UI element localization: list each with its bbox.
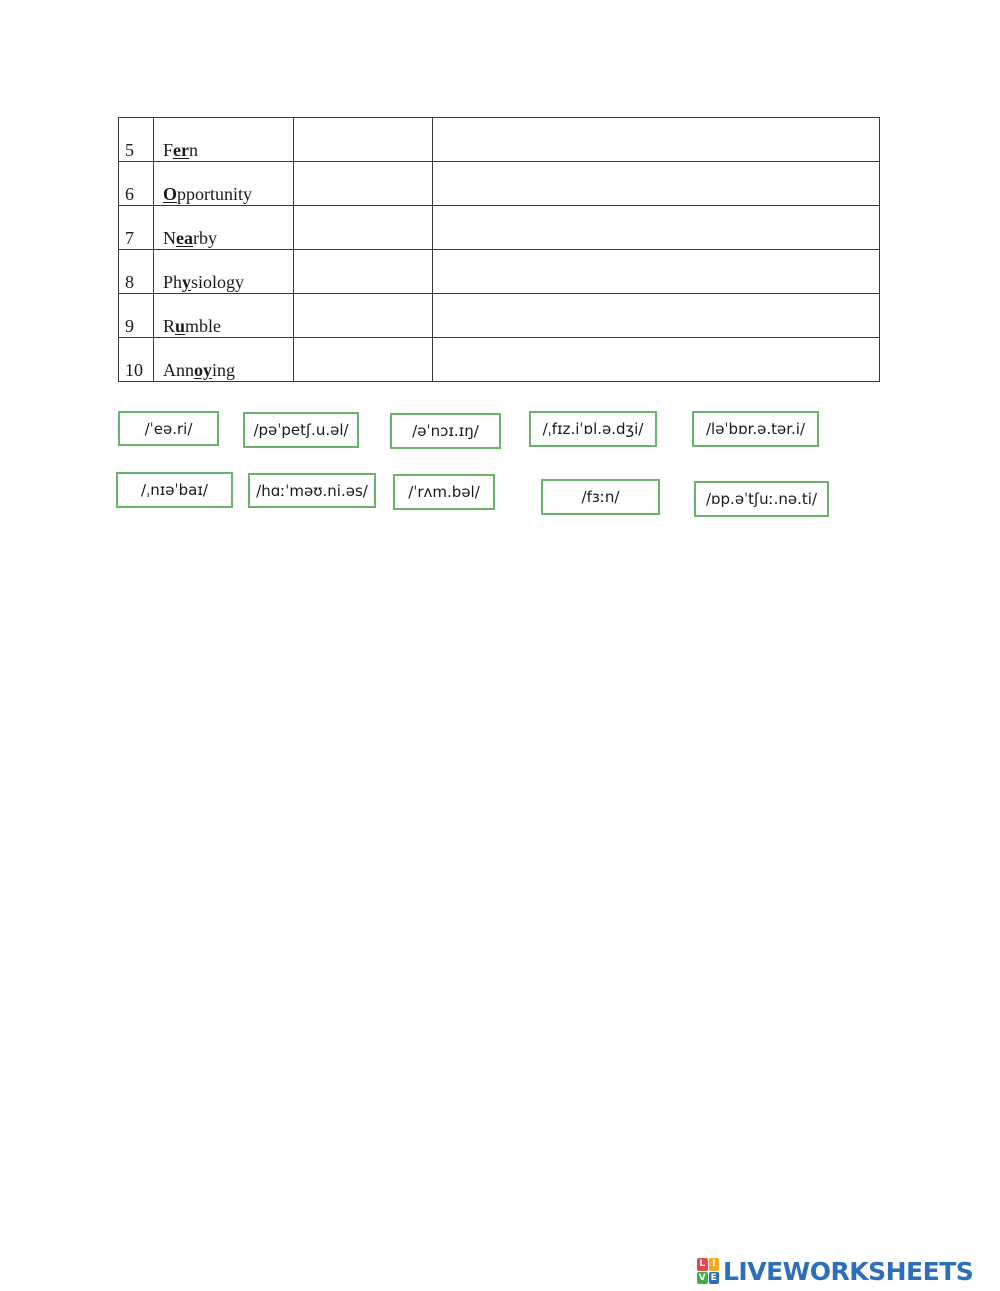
row-number: 6 bbox=[119, 162, 154, 206]
word-suffix: mble bbox=[185, 316, 222, 336]
empty-cell bbox=[433, 162, 880, 206]
word-table bbox=[118, 117, 880, 382]
word-suffix: rby bbox=[193, 228, 217, 248]
word-suffix: siology bbox=[191, 272, 245, 292]
ipa-answer-chip[interactable] bbox=[248, 473, 376, 508]
chip-label: /ɒp.əˈtʃuː.nə.ti/ bbox=[705, 490, 818, 508]
word-cell bbox=[154, 338, 294, 382]
word-suffix: pportunity bbox=[177, 184, 253, 204]
liveworksheets-logo bbox=[697, 1256, 973, 1286]
empty-cell bbox=[433, 250, 880, 294]
table-row bbox=[119, 294, 880, 338]
row-number: 10 bbox=[119, 338, 154, 382]
chip-label: /pəˈpetʃ.u.əl/ bbox=[253, 421, 349, 439]
ipa-answer-chip[interactable] bbox=[692, 411, 819, 447]
word-prefix: R bbox=[163, 316, 176, 336]
table-row bbox=[119, 206, 880, 250]
ipa-answer-chip[interactable] bbox=[694, 481, 829, 517]
answer-drop-cell[interactable] bbox=[294, 338, 433, 382]
live-badge-icon: L I V E bbox=[697, 1258, 719, 1284]
word-prefix: Ann bbox=[163, 360, 194, 380]
empty-cell bbox=[433, 118, 880, 162]
word-prefix: N bbox=[163, 228, 176, 248]
empty-cell bbox=[433, 206, 880, 250]
word-cell bbox=[154, 206, 294, 250]
row-number: 9 bbox=[119, 294, 154, 338]
answer-drop-cell[interactable] bbox=[294, 294, 433, 338]
word-cell bbox=[154, 162, 294, 206]
answer-drop-cell[interactable] bbox=[294, 162, 433, 206]
chip-label: /ˈeə.ri/ bbox=[144, 419, 193, 438]
word-cell bbox=[154, 294, 294, 338]
table-row bbox=[119, 118, 880, 162]
table-row bbox=[119, 338, 880, 382]
ipa-answer-chip[interactable] bbox=[390, 413, 501, 449]
row-number: 7 bbox=[119, 206, 154, 250]
word-prefix: Ph bbox=[163, 272, 183, 292]
answer-drop-cell[interactable] bbox=[294, 118, 433, 162]
chip-label: /əˈnɔɪ.ɪŋ/ bbox=[412, 422, 479, 440]
answer-drop-cell[interactable] bbox=[294, 206, 433, 250]
chip-label: /ˌnɪəˈbaɪ/ bbox=[141, 481, 208, 499]
highlighted-sound: O bbox=[163, 184, 178, 204]
table-row bbox=[119, 162, 880, 206]
word-cell bbox=[154, 118, 294, 162]
chip-label: /ˌfɪz.iˈɒl.ə.dʒi/ bbox=[542, 420, 644, 438]
word-cell bbox=[154, 250, 294, 294]
highlighted-sound: oy bbox=[194, 360, 212, 380]
table-row bbox=[119, 250, 880, 294]
highlighted-sound: er bbox=[173, 140, 189, 160]
chip-label: /fɜːn/ bbox=[581, 488, 620, 506]
empty-cell bbox=[433, 338, 880, 382]
answer-drop-cell[interactable] bbox=[294, 250, 433, 294]
highlighted-sound: y bbox=[182, 272, 192, 292]
highlighted-sound: ea bbox=[176, 228, 193, 248]
chip-label: /ˈrʌm.bəl/ bbox=[408, 483, 480, 501]
row-number: 8 bbox=[119, 250, 154, 294]
ipa-answer-chip[interactable] bbox=[116, 472, 233, 508]
ipa-answer-chip[interactable] bbox=[529, 411, 657, 447]
ipa-answer-chip[interactable] bbox=[393, 474, 495, 510]
logo-text: LIVEWORKSHEETS bbox=[723, 1256, 974, 1286]
word-prefix: F bbox=[163, 140, 174, 160]
chip-label: /hɑːˈməʊ.ni.əs/ bbox=[256, 481, 368, 500]
empty-cell bbox=[433, 294, 880, 338]
row-number: 5 bbox=[119, 118, 154, 162]
highlighted-sound: u bbox=[175, 316, 186, 336]
chip-label: /ləˈbɒr.ə.tər.i/ bbox=[705, 420, 806, 438]
ipa-answer-chip[interactable] bbox=[541, 479, 660, 515]
ipa-answer-chip[interactable] bbox=[243, 412, 359, 448]
word-suffix: n bbox=[189, 140, 198, 160]
word-suffix: ing bbox=[212, 360, 236, 380]
ipa-answer-chip[interactable] bbox=[118, 411, 219, 446]
